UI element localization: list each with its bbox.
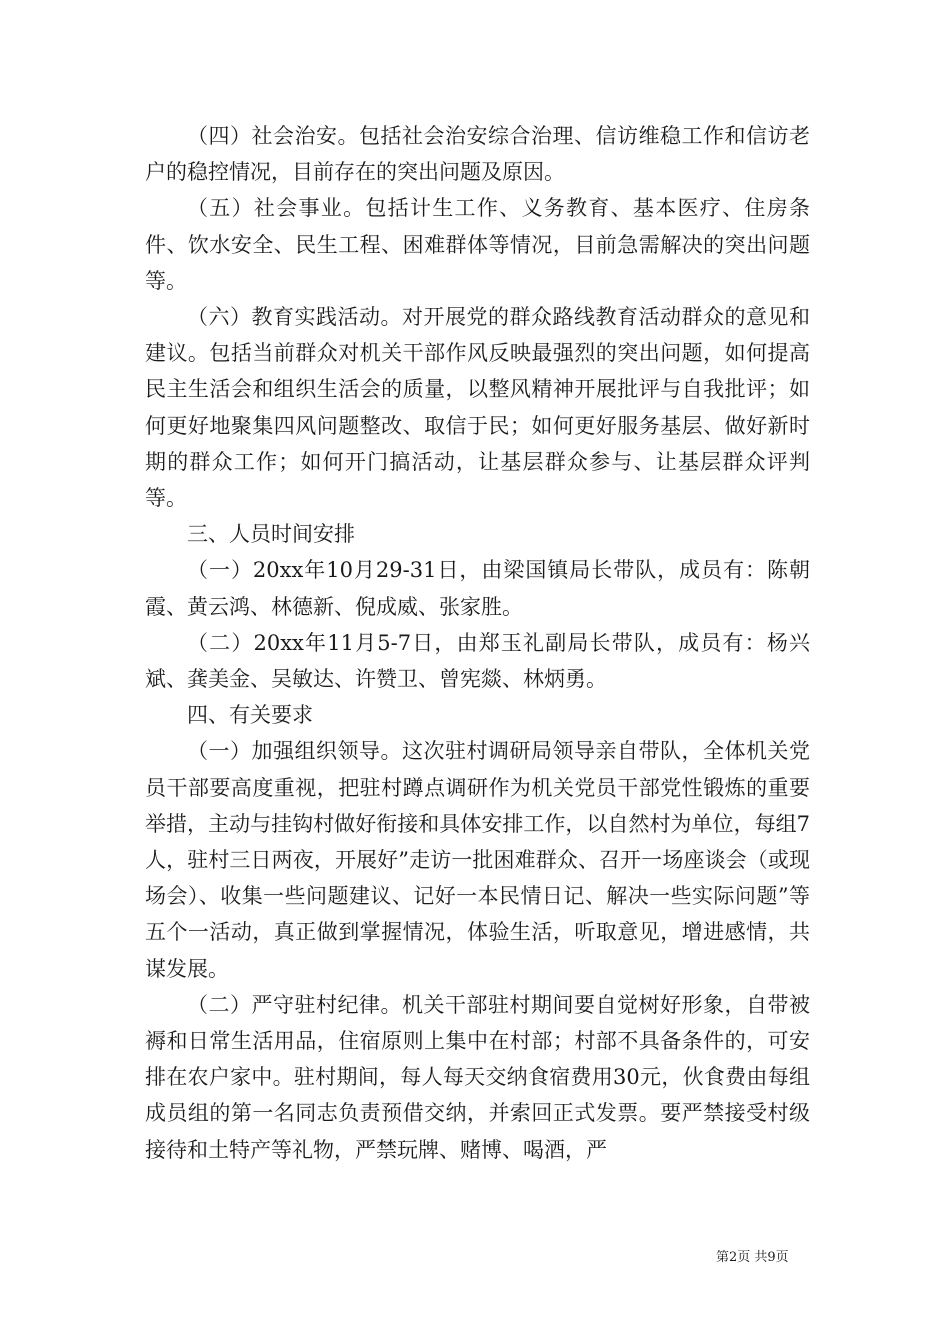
paragraph-schedule-group-1: （一）20xx年10月29-31日，由梁国镇局长带队，成员有：陈朝霞、黄云鸿、林德新、倪成威、张家胜。 (145, 558, 810, 619)
paragraph-discipline: （二）严守驻村纪律。机关干部驻村期间要自觉树好形象，自带被褥和日常生活用品，住宿原则上集中在村部；村部不具备条件的，可安排在农户家中。驻村期间，每人每天交纳食宿费用30元，伙食费由每组成员组的第一名同志负责预借交纳，并索回正式发票。要严禁接受村级接待和土特产等礼物，严禁玩牌、赌博、喝酒，严 (145, 992, 810, 1162)
paragraph-education-practice: （六）教育实践活动。对开展党的群众路线教育活动群众的意见和建议。包括当前群众对机关干部作风反映最强烈的突出问题，如何提高民主生活会和组织生活会的质量，以整风精神开展批评与自我批评；如何更好地聚集四风问题整改、取信于民；如何更好服务基层、做好新时期的群众工作；如何开门搞活动，让基层群众参与、让基层群众评判等。 (145, 305, 810, 511)
page-number-footer: 第2页 共9页 (716, 1250, 789, 1265)
paragraph-social-affairs: （五）社会事业。包括计生工作、义务教育、基本医疗、住房条件、饮水安全、民生工程、困难群体等情况，目前急需解决的突出问题等。 (145, 196, 810, 293)
document-body (145, 118, 810, 1168)
section-heading-requirements: 四、有关要求 (187, 703, 313, 728)
paragraph-schedule-group-2: （二）20xx年11月5-7日，由郑玉礼副局长带队，成员有：杨兴斌、龚美金、吴敏达、许赞卫、曾宪燚、林炳勇。 (145, 630, 810, 692)
paragraph-social-security: （四）社会治安。包括社会治安综合治理、信访维稳工作和信访老户的稳控情况，目前存在的突出问题及原因。 (145, 124, 810, 185)
section-heading-personnel-schedule: 三、人员时间安排 (187, 522, 355, 547)
paragraph-leadership: （一）加强组织领导。这次驻村调研局领导亲自带队，全体机关党员干部要高度重视，把驻村蹲点调研作为机关党员干部党性锻炼的重要举措，主动与挂钩村做好衔接和具体安排工作，以自然村为单位，每组7人，驻村三日两夜，开展好”走访一批困难群众、召开一场座谈会（或现场会）、收集一些问题建议、记好一本民情日记、解决一些实际问题”等五个一活动，真正做到掌握情况，体验生活，听取意见，增进感情，共谋发展。 (145, 739, 810, 981)
